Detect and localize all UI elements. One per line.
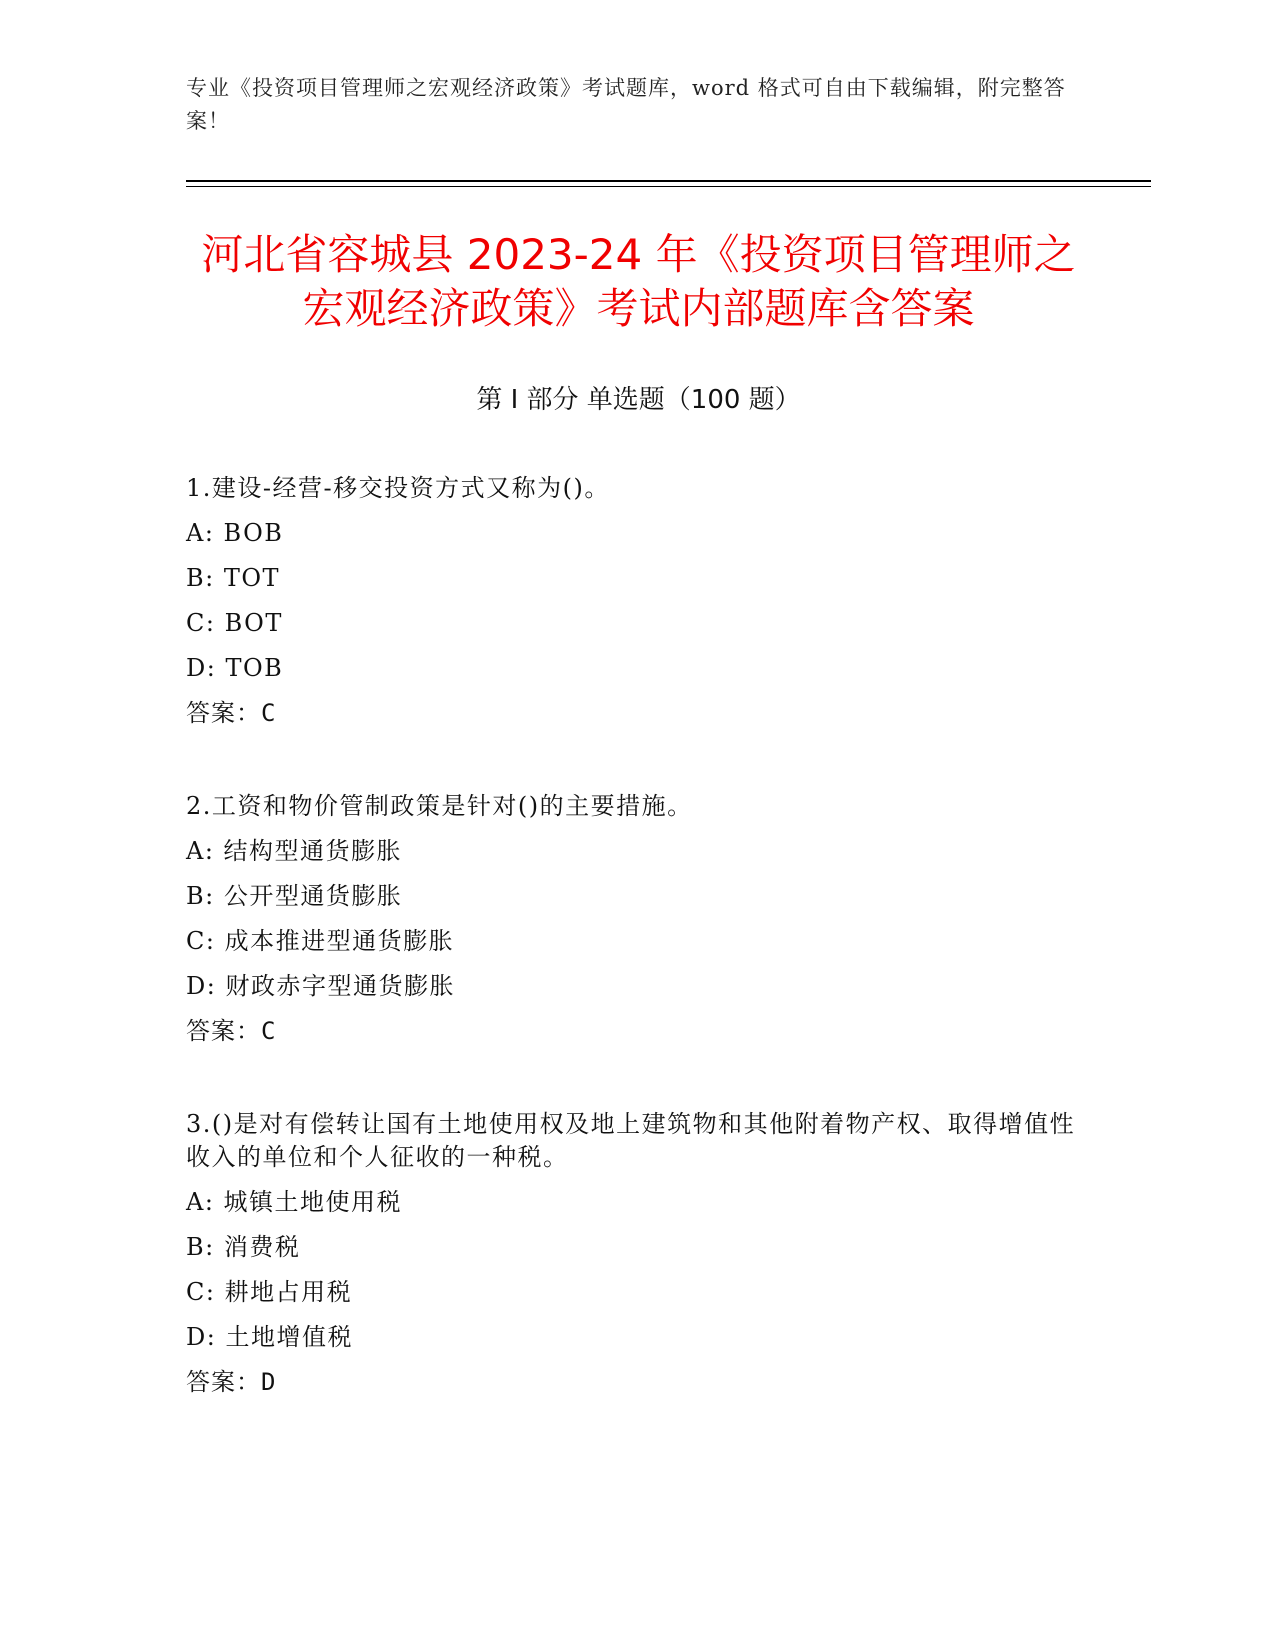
question-block — [186, 1108, 1086, 1399]
option-a: A: 结构型通货膨胀 — [186, 837, 403, 865]
option-a: A: BOB — [186, 519, 284, 547]
question-text: 3.()是对有偿转让国有土地使用权及地上建筑物和其他附着物产权、取得增值性收入的单位和个人征收的一种税。 — [186, 1110, 1076, 1171]
option-b: B: 消费税 — [186, 1233, 301, 1261]
question-text: 2.工资和物价管制政策是针对()的主要措施。 — [186, 792, 693, 820]
option-c: C: 成本推进型通货膨胀 — [186, 927, 455, 955]
answer-line: 答案：C — [186, 699, 277, 727]
option-d: D: TOB — [186, 654, 284, 682]
header-divider-thin — [186, 186, 1151, 187]
document-title: 河北省容城县 2023-24 年《投资项目管理师之宏观经济政策》考试内部题库含答案 — [201, 230, 1076, 333]
option-c: C: BOT — [186, 609, 283, 637]
header-note: 专业《投资项目管理师之宏观经济政策》考试题库，word 格式可自由下载编辑，附完整答案！ — [186, 76, 1066, 133]
question-block — [186, 472, 1086, 730]
answer-line: 答案：D — [186, 1368, 277, 1396]
answer-line: 答案：C — [186, 1017, 277, 1045]
option-d: D: 财政赤字型通货膨胀 — [186, 972, 455, 1000]
option-b: B: 公开型通货膨胀 — [186, 882, 403, 910]
option-d: D: 土地增值税 — [186, 1323, 353, 1351]
option-b: B: TOT — [186, 564, 281, 592]
option-c: C: 耕地占用税 — [186, 1278, 353, 1306]
question-block — [186, 790, 1086, 1048]
section-title: 第 I 部分 单选题（100 题） — [476, 385, 801, 415]
question-text: 1.建设-经营-移交投资方式又称为()。 — [186, 474, 610, 502]
header-divider-thick — [186, 180, 1151, 182]
option-a: A: 城镇土地使用税 — [186, 1188, 403, 1216]
